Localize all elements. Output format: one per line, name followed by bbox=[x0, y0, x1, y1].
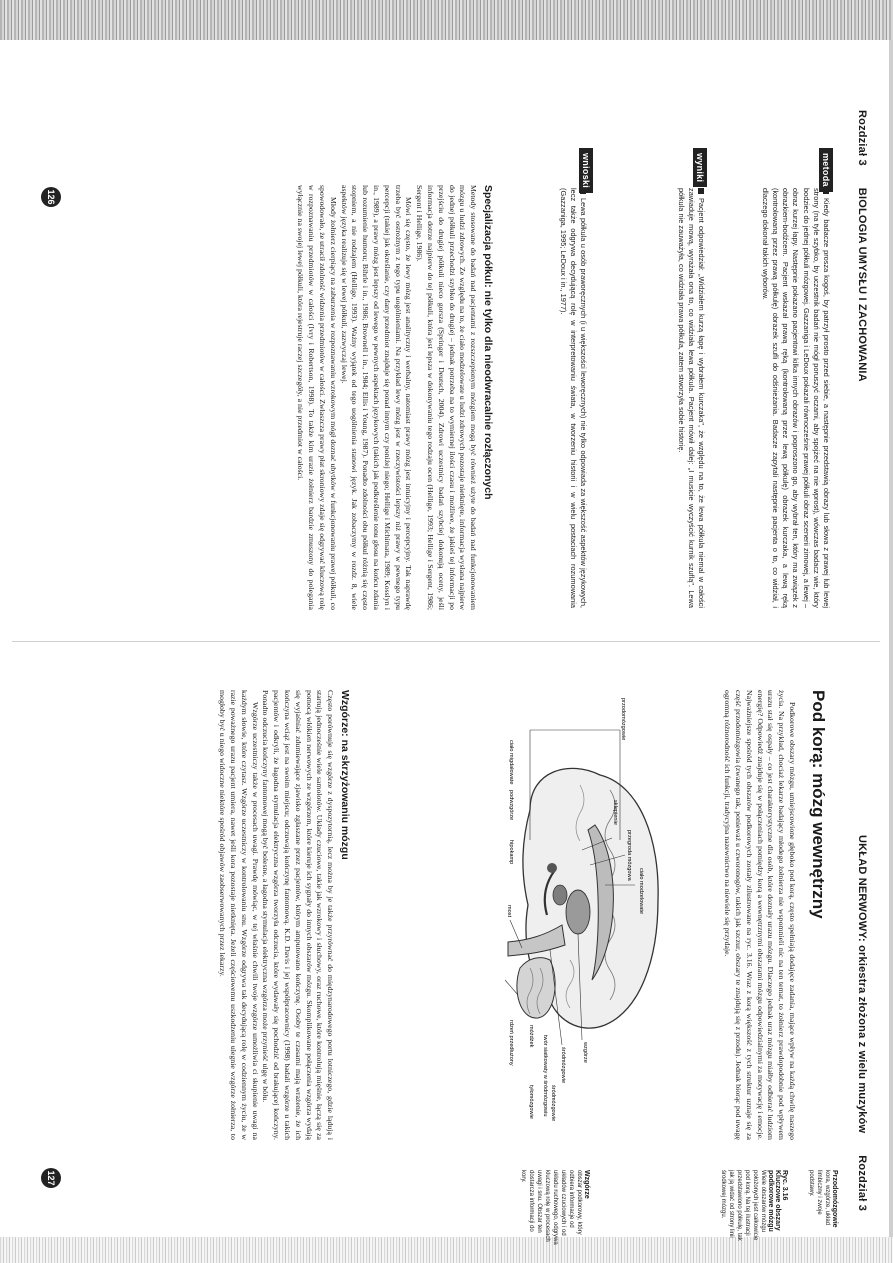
scan-edge-right bbox=[889, 40, 893, 1237]
left-section-heading: Specjalizacja półkul: nie tylko dla nieodwracalnie rozłączonych bbox=[482, 185, 494, 500]
right-intro-text: Podkorowe obszary mózgu, umiejscowione głęboko pod korą, często spełniają dodajęce zadania, mające wpływ na każdą chwilę naszego życia. Na przykład, chociaż lekarze badający młodego żołnierza nie wspomnieli nic na ten temat, to żołnierz prawdopodobnie pod wpływem urazu stał się ospały – co jest charakterystyczne dla osób, które doznały urazu mózgu. Dlaczego jednak uraz mózgu miałby odbierać ludziom energię? Odpowiedź znajduje się w połączeniach pomiędzy korą a wewnętrznymi obszarami mózgu odpowiedzialnymi za motywację i emocje. Najważniejsze spośród tych obszarów podkorowych zostały zilustrowane na ryc. 3.16. Wraz z korą większość z tych struktur uznaje się za część przodomózgowia (zwanego tak, ponieważ u czworonogów, takich jak szczur, obszary te znajdują się z przodu). Jednak biorąc pod uwagę ogromną różnorodność ich funkcji, tradycyjna nazewnictwo na niewiele się przydaje. bbox=[723, 690, 797, 1140]
right-running-header bbox=[854, 835, 868, 1255]
label-midbrain-group: śródmózgowie bbox=[550, 1085, 556, 1122]
bullet-square-icon bbox=[580, 188, 586, 194]
method-text: Kiedy badacze prosza kogoś, by patrzył prosto przed siebie, a następnie przedstawią obrazy lub słowa z prawej lub lewej strony (na tyle szybko, by uczestnik badań nie mógł poruszyć oczami, aby spojżeć na nie wprost), wówczas badacz wie, który bodziec do jednej półkuli mózgowej. Gazzaniga i LeDoux pokazali równocześnie prawej półkuli obraz scenerii zimowej, a lewej – obraz kurzej łapy. Następnie pokazano pacjentowi kilka innych obrazów i poproszono go, aby wybrał ten, który ma związek z obrazkiem-bodźcem. Pacjent wskazał prawą ręką (kontrolowaną przez lewą półkulę) obrazek kurczaka, a lewą ręką (kontrolowaną przez prawą półkulę) obrazek szufli do odśnieżania. Badacze zapytali następnie pacjenta o to, co widział, i dlaczego dokonał takich wyborów. bbox=[760, 188, 831, 608]
method-block bbox=[716, 188, 831, 608]
right-section bbox=[60, 690, 350, 1140]
conclusions-block bbox=[538, 188, 588, 608]
label-septum: przegroda mózgowa bbox=[626, 830, 632, 881]
bullet-square-icon bbox=[698, 188, 704, 194]
left-running-header bbox=[854, 110, 868, 530]
figure-caption bbox=[718, 1170, 788, 1245]
right-page-title: Pod korą: mózg wewnętrzny bbox=[809, 690, 828, 919]
right-header-title: UKŁAD NERWOWY: orkiestra złożona z wielu muzyków bbox=[856, 835, 868, 1134]
label-forebrain: przodomózgowie bbox=[620, 698, 626, 741]
sidebar-label-results: wyniki bbox=[693, 148, 707, 187]
scan-edge-top bbox=[0, 0, 893, 40]
right-section-heading: Wzgórze: na skrzyżowaniu mózgu bbox=[339, 690, 351, 860]
right-page-number: 127 bbox=[41, 1168, 61, 1188]
right-paragraph-2: Wzgórze uczestniczy także w procesach uwagi. Prawdę mówiąc, w tej właśnie chwili twoje wzgórze umożliwia ci skupienie uwagi na każdym słowie, które czytasz. Wzgórze uczestniczy w kontrolowaniu snu. Wzgórze odgrywa tak decydującą rolę w codziennym życiu, że w razie poważnego urazu pacjent umiera, nawet jeśli kora pozostaje nietknięta. Jeżeli częściowemu uszkodzeniu ulegnie wzgórze żołnierza, to mogłoby być u niego widoczne niektóre spośród objawów zaobserwowanych przez lekarzy. bbox=[218, 690, 260, 1140]
label-amygdala: ciało migdałowate bbox=[508, 740, 514, 785]
left-section bbox=[83, 185, 493, 610]
left-paragraph-2: Mówi się często, że lewy mózg jest analityczny i werbalny, natomiast prawy mózg jest intuicyjny i percepcyjny. Tak naprawdę trzeba być ostrożnym z tego typu uogólnieniami. Na przykład lewy mózg jest w rzeczywistości lepszy niż prawy w pewnego typu percepcji (takiej jak określanie, czy dany przedmiot znajduje się ponad innym czy poniżej niego; Hellige i Michimata, 1989; Kosslyn i in., 1989), a prawy mózg jest lepszy od lewego w pewnych aspektach językowych (takich jak podkreślenie tonu głosu na końcu zdania lub rozumienie humoru; Bihrle i in., 1986; Brownell i in., 1984; Ellis i Young, 1987). Ponadto zdolności obu półkul różnią się często stopniem, a nie rodzajem (Hellige, 1993). Ważny wyjątek od tego uogólnienia stanowi język. Jak zobaczymy w rozdz. 8, wiele aspektów języka realizuje się w lewej półkuli, zazwyczaj lewej. bbox=[339, 185, 414, 610]
figure-caption-text: Wiele obszarów mózgu położonych jest całkowicie pod korą. Na tej ilustracji przedstawiono półkulę, tak jak ją widać od strony linii środkowej mózgu. bbox=[720, 1170, 766, 1241]
right-paragraph-1: Często porównuje się wzgórze z dyspozytornią, lecz można by je także przyrównać do międzynarodowego portu lotniczego, gdzie lądują i startują jednocześnie wiele samolotów. Układy czuciowe, takie jak wzrokowy i słuchowy, oraz ruchowe, które kontrolują mięśnie, łączą się za pomocą włókien nerwowych ze wzgórzem, które kieruje ich sygnały do innych obszarów mózgu. Skomplikowane połączenia wzgórza wydają się wyjaśniać zdumiewające zjawisko zgłaszane przez pacjentów, którym amputowano kończynę. Osoby te czasami mają wrażenie, że ich kończyna wciąż jest na swoim miejscu; odczuwają kończynę fantomową. K.D. Davis i jej współpracownicy (1998) badali wzgórze u takich pacjentów i odkryli, że łagodna stymulacja elektryczna wzgórza tworzyła odczucia, które wydawały się pochodzić od brakującej kończyny. Ponadto odczucia kończyny fantomowej mogą być bolesne, a łagodna stymulacja elektryczna wzgórza może przynieść ulgę w bólu. bbox=[261, 690, 336, 1140]
left-paragraph-3: Młody żołnierz cierpiący na zaburzenia w rozpoznawaniu wzrokowym mógł doznać ubytków w funkcjonowaniu prawej półkuli, co spowodowało, że utracił zdolność widzenia przedmiotów w całości. Zwłaszcza prawy płat skroniowy zdaje się odgrywać kluczową rolę w rozpoznawaniu przedmiotów w całości (Ivry i Robertson, 1998). To także kim urazie żołnierz bardzie zmuszony do polegania wyłącznie na swojej lewej półkuli, która rejestruje raczej szczegóły, a nie przedmiot w całości. bbox=[296, 185, 338, 610]
left-chapter-label: Rozdział 3 bbox=[856, 110, 868, 166]
conclusions-text: Lewa półkula u osób praworęcznych (i u większości leworęcznych) nie tylko odpowiada za większość aspektów językowych, lecz także odgrywa decydującą rolę w interpretowaniu świata, w tworzeniu historii i w wielu postaciach rozumowania (Gazzaniga, 1995; LeDoux i in., 1977). bbox=[558, 188, 588, 608]
right-chapter-label: Rozdział 3 bbox=[856, 1155, 868, 1212]
side-note-forebrain-title: Przodomózgowie bbox=[831, 1170, 838, 1228]
left-paragraph-1: Metody stosowane do badań nad pacjentami z rozszczepionym mózgiem mogą być również użyte do badań nad funkcjonowaniem mózgu u ludzi zdrowych. Ze względu na to, że ciało modzelowate u ludzi zdrowych pozostaje nietknięte, informacja wysłana najpierw do jednej półkuli przechodzi szybko do drugiej – jednak potrzeba na to wymiernej ilości czasu i możliwe, że jakieś tej informacji po przejściu do drugiej półkuli nieco gorsza (Springer i Deutsch, 2004). Zdrowi uczestnicy badań szybciej dokonują oceny, jeśli informacja dotrze najpierw do tej półkuli, która jest lepsza w dokonywaniu tego rodzaju ocen (Hellige, 1993; Hellige i Sergent, 1986; Sergent i Hellige, 1986). bbox=[415, 185, 479, 610]
label-thalamus: wzgórze bbox=[582, 1042, 588, 1063]
left-page-number: 126 bbox=[41, 187, 61, 207]
label-fornix: sklepienie bbox=[612, 800, 618, 825]
side-note-forebrain bbox=[793, 1170, 838, 1240]
figure-caption-number: Ryc. 3.16 bbox=[781, 1170, 788, 1201]
brain-diagram bbox=[505, 690, 680, 1140]
hypothalamus-shape bbox=[553, 885, 567, 905]
cerebellum-shape bbox=[517, 958, 555, 1018]
label-corpus-callosum: ciało modzelowate bbox=[638, 868, 644, 915]
left-header-title: BIOLOGIA UMYSŁU I ZACHOWANIA bbox=[856, 187, 868, 382]
brain-figure bbox=[505, 690, 680, 1140]
side-note-thalamus bbox=[520, 1170, 590, 1245]
figure-caption-title: Kluczowe obszary podkorowe mózgu bbox=[767, 1170, 781, 1232]
amygdala-shape bbox=[547, 863, 557, 873]
right-intro-block bbox=[687, 690, 797, 1140]
label-hindbrain: tyłomózgowie bbox=[528, 1085, 534, 1119]
side-note-forebrain-text: kora, wzgórze, układ limbiczny i zwoje podstawy. bbox=[808, 1170, 830, 1226]
side-note-thalamus-text: obszar podkorowy, który odbiera informacje od układów czuciowych i od układu ruchowego, odgrywa kluczową rolę w procesach uwagi i snu. Obszar ten dostarcza informacji do kory. bbox=[520, 1170, 582, 1245]
label-medulla: rdzeń przedłużony bbox=[508, 1020, 514, 1066]
label-hypothalamus: podwzgórze bbox=[508, 790, 514, 821]
label-hippocampus: hipokamp bbox=[508, 840, 514, 865]
sidebar-label-conclusions: wnioski bbox=[579, 148, 593, 193]
sidebar-label-method: metoda bbox=[819, 148, 833, 192]
bullet-square-icon bbox=[823, 188, 829, 194]
label-cerebellum: móżdżek bbox=[528, 1025, 534, 1048]
right-title-wrap bbox=[804, 690, 828, 1090]
label-pons: most bbox=[506, 905, 512, 918]
thalamus-shape bbox=[566, 890, 590, 934]
label-midbrain: śródmózgowie bbox=[560, 1047, 566, 1084]
book-spine-fold bbox=[12, 641, 880, 642]
label-reticular: twór siatkowaty w śródmózgowiu bbox=[542, 1035, 548, 1117]
results-text: Pacjent odpowiedział: „Widziałem kurzą łapę i wybrałem kurczaka", że względu na to, że lewa półkula niemal w całości zawiaduje mową, wyrażała ona to, co widziała lewa półkula. Pacjent mówił dalej: „I musicie wyczyścić kurnik szuflą". Lewa półkula nie zauważyła, co widziała prawa półkula, zatem stworzyła sobie historię. bbox=[676, 188, 706, 608]
results-block bbox=[646, 188, 706, 608]
side-note-thalamus-title: Wzgórze bbox=[583, 1170, 590, 1199]
